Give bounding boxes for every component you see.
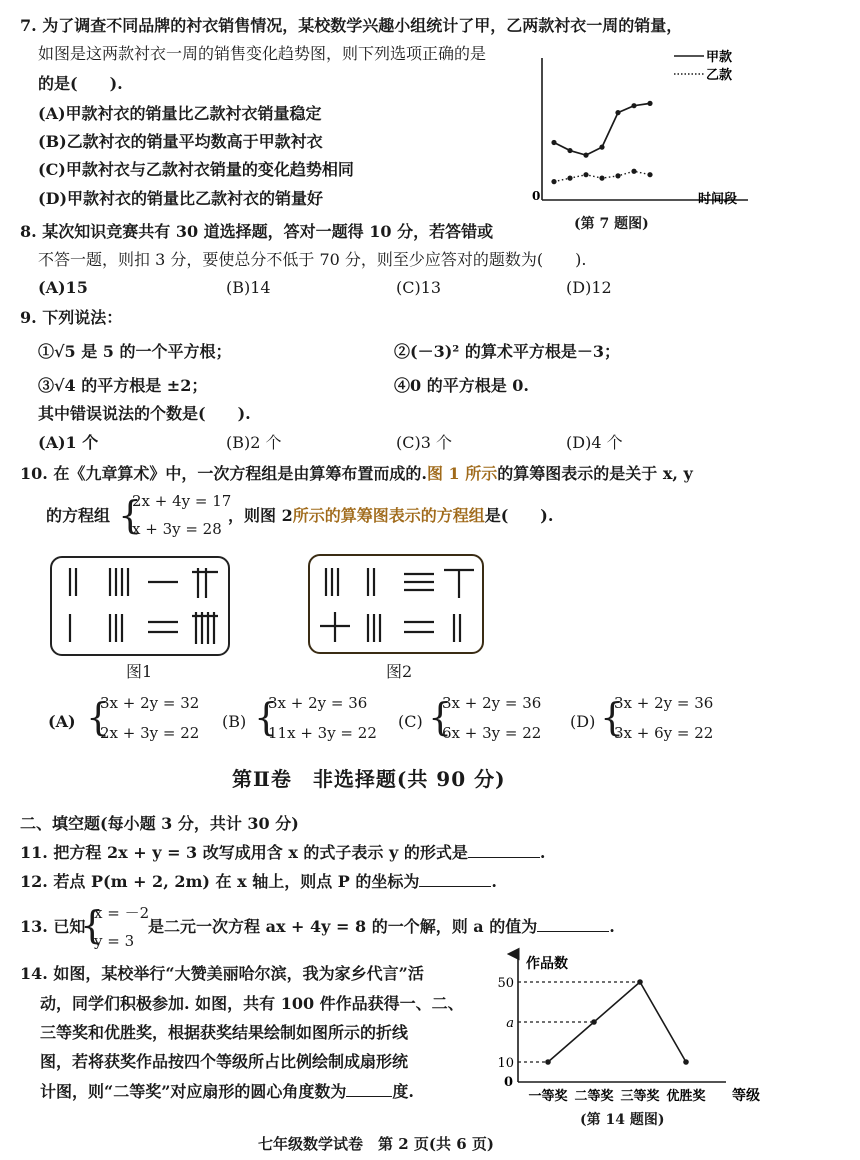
page-footer: 七年级数学试卷 第 2 页(共 6 页) [258, 1135, 494, 1153]
q10-figure1-rods [52, 558, 228, 654]
q10-option-b-label: (B) [222, 712, 247, 731]
q14-point-1 [545, 1059, 551, 1065]
q9-statement-1: ①√5 是 5 的一个平方根； [38, 342, 232, 361]
q9-statement-3: ③√4 的平方根是 ±2； [38, 376, 208, 395]
brace: { [254, 695, 279, 739]
brace: { [600, 695, 625, 739]
q7-point-b-7 [647, 172, 652, 177]
rod-2 [70, 568, 76, 596]
q7-point-b-4 [599, 176, 604, 181]
q10-stem-part2: 图 1 所示 [426, 464, 498, 483]
q9-statement-2: ②(－3)² 的算术平方根是－3； [394, 342, 620, 361]
rod-10 [320, 612, 350, 642]
rod-2b [454, 614, 460, 642]
q10-stem-line1 [20, 464, 693, 484]
q14-line5 [40, 1082, 414, 1102]
q9-ask: 其中错误说法的个数是( ). [38, 404, 251, 423]
q14-ylabel: 作品数 [526, 956, 568, 972]
q14-line2: 动，同学们积极参加. 如图，共有 100 件作品获得一、二、 [40, 994, 464, 1013]
q14-point-4 [683, 1059, 689, 1065]
q14-xtick-4: 优胜奖 [666, 1089, 706, 1104]
q12-text: 12. 若点 P(m + 2, 2m) 在 x 轴上，则点 P 的坐标为 [20, 872, 420, 891]
q14-caption: (第 14 题图) [580, 1112, 665, 1128]
q8-stem-line1: 8. 某次知识竞赛共有 30 道选择题，答对一题得 10 分，若答错或 [20, 222, 494, 241]
q10-figure2-rods [310, 556, 482, 652]
q10-option-c-eq1: 3x + 2y = 36 [442, 694, 542, 712]
q12: 12. 若点 P(m + 2, 2m) 在 x 轴上，则点 P 的坐标为 . [20, 872, 497, 891]
q10-option-a-eq1: 3x + 2y = 32 [100, 694, 200, 712]
q7-point-a-5 [615, 110, 620, 115]
q14-line3: 三等奖和优胜奖，根据获奖结果绘制如图所示的折线 [40, 1023, 409, 1042]
q8-stem-line2: 不答一题，则扣 3 分，要使总分不低于 70 分，则至少应答对的题数为( ). [38, 250, 587, 269]
q13-answer-blank[interactable] [537, 917, 609, 932]
q7-point-a-1 [551, 140, 556, 145]
q7-option-b: (B)乙款衬衣的销量平均数高于甲款衬衣 [38, 132, 323, 151]
q10-option-d-label: (D) [570, 712, 596, 731]
section2-heading: 二、填空题(每小题 3 分，共计 30 分) [20, 814, 299, 833]
q14-point-2 [591, 1019, 597, 1025]
q7-point-b-2 [567, 176, 572, 181]
q10-stem-part4: ，则图 2 [228, 506, 293, 525]
brace: { [80, 903, 105, 947]
q7-point-b-5 [615, 173, 620, 178]
q7-stem-line3: 的是( ). [38, 74, 123, 93]
q8-option-c: (C)13 [396, 278, 442, 297]
q7-stem-line1: 7. 为了调查不同品牌的衬衣销售情况，某校数学兴趣小组统计了甲，乙两款衬衣一周的销量， [20, 16, 683, 35]
rod-20 [404, 622, 434, 632]
q10-option-b-eq1: 3x + 2y = 36 [268, 694, 368, 712]
q10-option-d-eq1: 3x + 2y = 36 [614, 694, 714, 712]
q14-xlabel: 等级 [732, 1088, 760, 1104]
q7-point-a-4 [599, 145, 604, 150]
q9-option-d: (D)4 个 [566, 433, 623, 452]
q11: 11. 把方程 2x + y = 3 改写成用含 x 的式子表示 y 的形式是 . [20, 843, 546, 862]
q14-answer-blank[interactable] [346, 1082, 392, 1097]
q7-point-a-7 [647, 101, 652, 106]
rod-3b [368, 614, 380, 642]
q13-eq1: x = －2 [94, 904, 150, 922]
q10-option-b-eq2: 11x + 3y = 22 [268, 724, 377, 742]
rod-6 [444, 570, 474, 598]
q13-text: 是二元一次方程 ax + 4y = 8 的一个解，则 a 的值为 [148, 917, 538, 936]
rod-4 [110, 568, 128, 596]
q10-figure1-label: 图1 [126, 662, 153, 681]
q11-text: 11. 把方程 2x + y = 3 改写成用含 x 的式子表示 y 的形式是 [20, 843, 468, 862]
q14-line-chart [492, 944, 772, 1108]
q10-figure2-label: 图2 [386, 662, 413, 681]
q7-point-a-3 [583, 153, 588, 158]
rod-7 [192, 568, 218, 598]
q7-legend-a: 甲款 [706, 50, 733, 65]
q8-option-b: (B)14 [226, 278, 271, 297]
q10-option-a-eq2: 2x + 3y = 22 [100, 724, 200, 742]
brace: { [428, 695, 453, 739]
q10-stem-part5: 所示的算筹图表示的方程组 [292, 506, 485, 525]
rod-20 [148, 622, 178, 632]
q7-point-b-6 [631, 169, 636, 174]
q10-option-c-label: (C) [398, 712, 423, 731]
q10-option-d-eq2: 3x + 6y = 22 [614, 724, 714, 742]
q14-point-3 [637, 979, 643, 985]
q10-option-a-label: (A) [48, 712, 76, 731]
q13-eq2: y = 3 [94, 932, 135, 950]
q10-stem-line2a: 的方程组 [46, 506, 111, 525]
q7-caption: (第 7 题图) [574, 216, 649, 232]
q7-xlabel: 时间段 [698, 192, 738, 207]
q7-point-a-2 [567, 148, 572, 153]
q10-eq2: x + 3y = 28 [132, 520, 222, 538]
q12-answer-blank[interactable] [419, 872, 491, 887]
q10-eq1: 2x + 4y = 17 [132, 492, 232, 510]
q13-lead: 13. 已知 [20, 917, 86, 936]
q9-option-c [396, 433, 452, 453]
q8-option-d: (D)12 [566, 278, 612, 297]
q14-ytick-a: a [506, 1016, 514, 1031]
q14-xtick-2: 二等奖 [574, 1089, 614, 1104]
q14-line5-text: 计图，则“二等奖”对应扇形的圆心角度数为 [40, 1082, 347, 1101]
q11-answer-blank[interactable] [468, 843, 540, 858]
rod-30 [404, 574, 434, 590]
q7-option-a: (A)甲款衬衣的销量比乙款衬衣销量稳定 [38, 104, 322, 123]
q10-stem-part1: 10. 在《九章算术》中，一次方程组是由算筹布置而成的. [20, 464, 427, 483]
q14-line5-end: 度. [392, 1082, 414, 1101]
q14-line4: 图，若将获奖作品按四个等级所占比例绘制成扇形统 [40, 1052, 409, 1071]
q10-stem-part6: 是( ). [484, 506, 554, 525]
q7-option-c: (C)甲款衬衣与乙款衬衣销量的变化趋势相同 [38, 160, 354, 179]
q14-xtick-3: 三等奖 [620, 1089, 660, 1104]
q7-point-a-6 [631, 103, 636, 108]
q14-origin: 0 [504, 1075, 514, 1090]
q7-line-chart [528, 40, 778, 212]
q14-ytick-50: 50 [497, 976, 514, 991]
q7-stem-line2: 如图是这两款衬衣一周的销售变化趋势图，则下列选项正确的是 [38, 44, 487, 63]
q8-option-a: (A)15 [38, 278, 88, 297]
q10-figure1-box [50, 556, 230, 656]
q7-point-b-3 [583, 172, 588, 177]
rod-3 [110, 614, 122, 642]
q10-stem-line2 [228, 506, 553, 526]
q10-stem-part3: 的算筹图表示的是关于 x, y [497, 464, 693, 483]
q7-option-d: (D)甲款衬衣的销量比乙款衬衣的销量好 [38, 189, 324, 208]
q9-option-a: (A)1 个 [38, 433, 99, 452]
q14-ytick-10: 10 [497, 1056, 514, 1071]
q10-figure2-box [308, 554, 484, 654]
q10-option-c-eq2: 6x + 3y = 22 [442, 724, 542, 742]
q7-origin: 0 [532, 189, 541, 203]
q9-option-c-text: (C)3 个 [396, 433, 452, 452]
part2-title: 第Ⅱ卷 非选择题(共 90 分) [232, 767, 506, 791]
rod-2 [368, 568, 374, 596]
q9-statement-4: ④0 的平方根是 0. [394, 376, 529, 395]
q14-line1: 14. 如图，某校举行“大赞美丽哈尔滨，我为家乡代言”活 [20, 964, 424, 983]
q9-option-b: (B)2 个 [226, 433, 282, 452]
q7-point-b-1 [551, 179, 556, 184]
q13-tail: 是二元一次方程 ax + 4y = 8 的一个解，则 a 的值为 . [148, 917, 615, 936]
rod-3 [326, 568, 338, 596]
q10-brace: { [118, 493, 143, 537]
rod-8 [192, 612, 218, 644]
q14-xtick-1: 一等奖 [528, 1089, 568, 1104]
q9-stem: 9. 下列说法： [20, 308, 123, 327]
brace: { [86, 695, 111, 739]
q7-legend-b: 乙款 [706, 68, 733, 83]
